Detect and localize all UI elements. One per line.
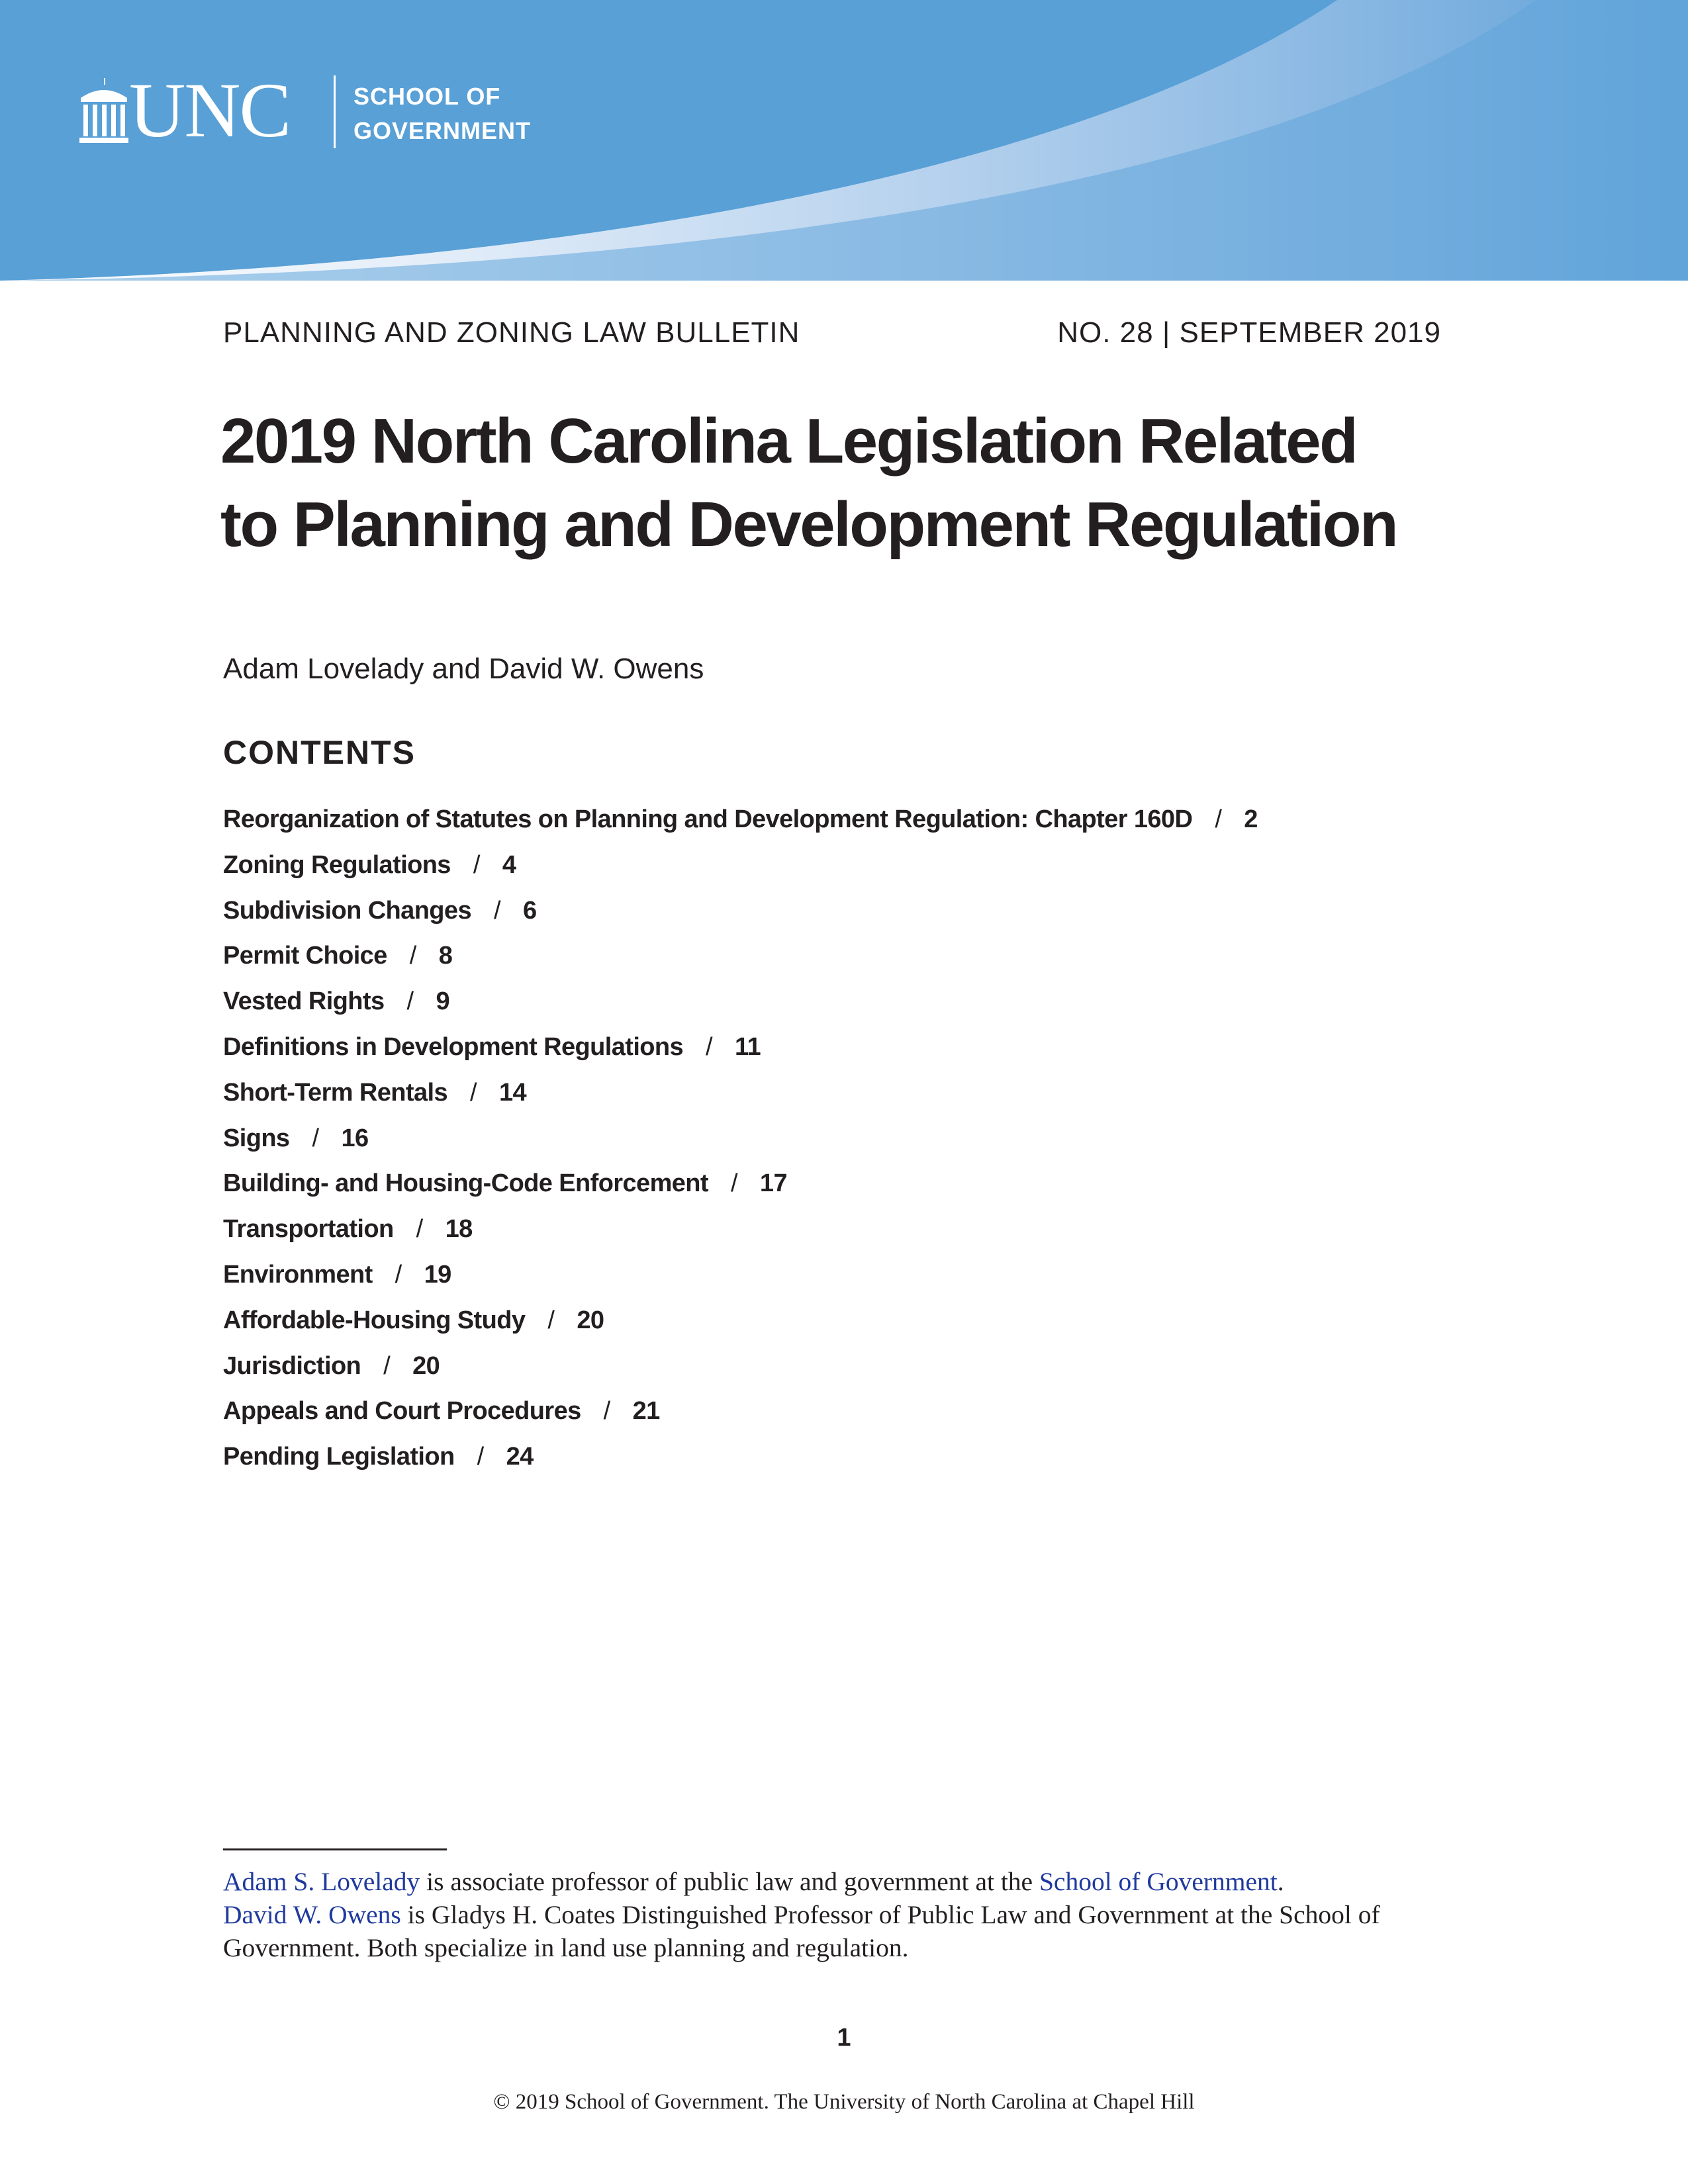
bulletin-issue: NO. 28 | SEPTEMBER 2019 — [1057, 316, 1441, 349]
authors: Adam Lovelady and David W. Owens — [223, 653, 704, 685]
toc-separator: / — [730, 1169, 737, 1198]
toc-item-label: Signs — [223, 1124, 290, 1152]
toc-separator: / — [406, 987, 414, 1016]
toc-item-page: 24 — [506, 1443, 534, 1471]
toc-separator: / — [383, 1351, 391, 1380]
toc-separator: / — [470, 1078, 477, 1107]
toc-item-page: 14 — [498, 1078, 527, 1107]
toc-item[interactable] — [223, 848, 1481, 893]
bulletin-name: PLANNING AND ZONING LAW BULLETIN — [223, 316, 800, 349]
toc-item-page: 8 — [438, 942, 453, 970]
title-line-1: 2019 North Carolina Legislation Related — [220, 406, 1357, 477]
toc-item[interactable] — [223, 1349, 1481, 1394]
author2-text: is Gladys H. Coates Distinguished Professor of Public Law and Government at the School of Government. Both specialize in land use planning and regulation. — [223, 1900, 1380, 1962]
toc-item-label: Vested Rights — [223, 987, 385, 1016]
toc-item[interactable] — [223, 802, 1481, 848]
toc-item-page: 20 — [412, 1351, 440, 1380]
toc-separator: / — [409, 942, 416, 970]
toc-separator: / — [312, 1124, 319, 1152]
toc-item-label: Permit Choice — [223, 942, 387, 970]
toc-item-label: Jurisdiction — [223, 1351, 361, 1380]
toc-item-label: Short-Term Rentals — [223, 1078, 447, 1107]
toc-separator: / — [1215, 805, 1222, 833]
toc-item-label: Definitions in Development Regulations — [223, 1032, 684, 1061]
school-line-1: SCHOOL OF — [353, 83, 501, 110]
toc-separator: / — [416, 1215, 423, 1244]
toc-item-label: Building- and Housing-Code Enforcement — [223, 1169, 708, 1198]
toc-item-label: Affordable-Housing Study — [223, 1306, 526, 1334]
toc-item-page: 6 — [522, 896, 537, 925]
toc-separator: / — [706, 1032, 713, 1061]
table-of-contents — [223, 802, 1481, 1485]
toc-item-page: 16 — [341, 1124, 369, 1152]
unc-logo-text: UNC — [129, 67, 291, 154]
author2-link[interactable]: David W. Owens — [223, 1900, 401, 1929]
footnote-period: . — [1277, 1867, 1284, 1896]
author1-text: is associate professor of public law and government at the — [420, 1867, 1039, 1896]
toc-item[interactable] — [223, 1439, 1481, 1485]
toc-separator: / — [547, 1306, 555, 1334]
toc-item-label: Subdivision Changes — [223, 896, 471, 925]
toc-item-page: 4 — [502, 850, 516, 879]
school-of-government-logo — [353, 79, 531, 148]
toc-item-page: 20 — [577, 1306, 604, 1334]
toc-item[interactable] — [223, 1303, 1481, 1349]
author-footnote — [223, 1865, 1481, 1964]
toc-separator: / — [473, 850, 480, 879]
toc-item[interactable] — [223, 1030, 1481, 1075]
toc-item[interactable] — [223, 1257, 1481, 1303]
toc-item[interactable] — [223, 1075, 1481, 1121]
toc-item[interactable] — [223, 938, 1481, 984]
toc-item[interactable] — [223, 1212, 1481, 1257]
footnote-rule — [223, 1848, 447, 1850]
toc-item-page: 17 — [759, 1169, 787, 1198]
toc-separator: / — [493, 896, 500, 925]
toc-item-label: Transportation — [223, 1215, 394, 1244]
school-link[interactable]: School of Government — [1039, 1867, 1278, 1896]
contents-heading: CONTENTS — [223, 734, 416, 771]
logo-divider — [334, 75, 336, 148]
toc-item-label: Pending Legislation — [223, 1443, 455, 1471]
author1-link[interactable]: Adam S. Lovelady — [223, 1867, 420, 1896]
document-title — [220, 400, 1478, 567]
toc-item-page: 18 — [445, 1215, 473, 1244]
toc-item-label: Zoning Regulations — [223, 850, 451, 879]
toc-item-page: 9 — [436, 987, 450, 1016]
toc-item-label: Environment — [223, 1260, 373, 1289]
toc-item[interactable] — [223, 984, 1481, 1030]
toc-item-page: 11 — [735, 1032, 761, 1061]
page-number: 1 — [837, 2024, 851, 2052]
toc-item[interactable] — [223, 893, 1481, 939]
toc-item[interactable] — [223, 1166, 1481, 1212]
toc-item-label: Reorganization of Statutes on Planning and Development Regulation: Chapter 160D — [223, 805, 1193, 833]
toc-item-label: Appeals and Court Procedures — [223, 1397, 581, 1426]
toc-item-page: 2 — [1244, 805, 1258, 833]
copyright-notice: © 2019 School of Government. The University of North Carolina at Chapel Hill — [493, 2090, 1195, 2114]
toc-separator: / — [395, 1260, 402, 1289]
school-line-2: GOVERNMENT — [353, 117, 532, 144]
title-line-2: to Planning and Development Regulation — [220, 489, 1397, 560]
toc-separator: / — [477, 1443, 484, 1471]
toc-item-page: 21 — [632, 1397, 660, 1426]
toc-item-page: 19 — [424, 1260, 451, 1289]
toc-item[interactable] — [223, 1394, 1481, 1439]
toc-item[interactable] — [223, 1121, 1481, 1167]
old-well-icon — [78, 78, 130, 144]
toc-separator: / — [603, 1397, 610, 1426]
